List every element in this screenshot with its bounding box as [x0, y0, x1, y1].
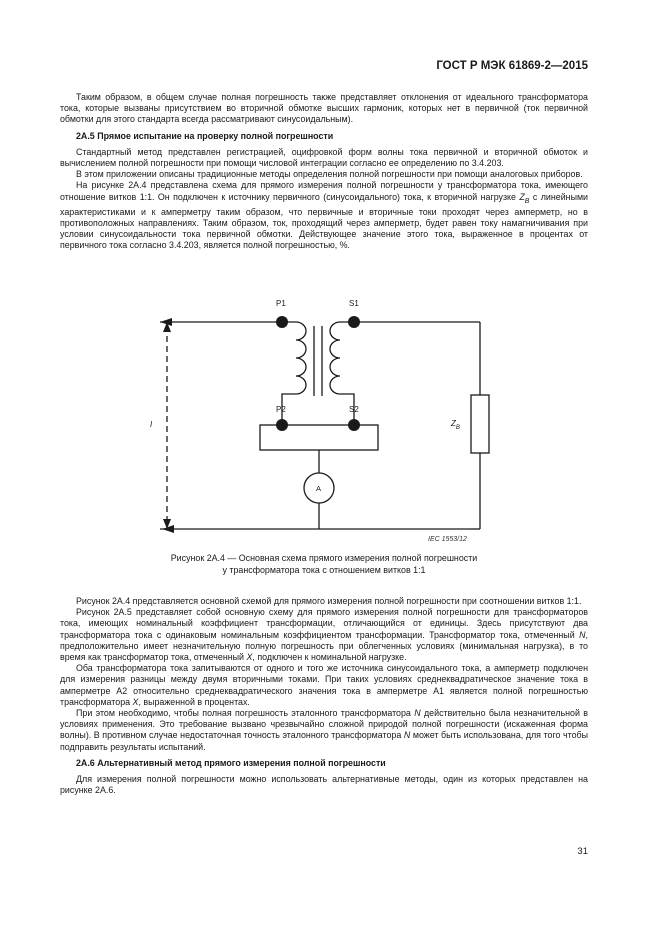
terminal-s2: [348, 419, 360, 431]
burden-resistor: [471, 395, 489, 453]
page-number: 31: [577, 846, 588, 857]
paragraph: Рисунок 2А.4 представляется основной схемой для прямого измерения полной погрешности при соотношении витков 1:1.: [76, 596, 582, 606]
document-header: ГОСТ Р МЭК 61869-2—2015: [436, 60, 588, 72]
text-block-bottom: [60, 596, 588, 796]
section-heading-2a6: 2А.6 Альтернативный метод прямого измерения полной погрешности: [76, 757, 386, 768]
label-p1: P1: [276, 299, 286, 308]
label-s1: S1: [349, 299, 359, 308]
paragraph: Рисунок 2А.5 представляет собой основную схему для прямого измерения полной погрешности для трансформаторов тока, имеющих номинальный коэффициент трансформации, отличающийся от единицы. Здесь присутствуют два трансформатора тока с одинаковым номинальным коэффициентом трансформации. Трансформатор тока, отмеченный N, предположительно имеет незначительную полную погрешность при облегченных условиях (минимальная нагрузка), в то время как трансформатор тока, отмеченный X, подключен к номинальной нагрузке.: [60, 607, 588, 663]
paragraph: Стандартный метод представлен регистрацией, оцифровкой форм волны тока первичной и вторичной обмоток и вычислением полной погрешности при помощи числовой интеграции согласно ее определению по 3.4.203.: [60, 146, 588, 169]
figure-caption: Рисунок 2А.4 — Основная схема прямого измерения полной погрешности у трансформатора тока с отношением витков 1:1: [170, 553, 478, 575]
label-p2: P2: [276, 405, 286, 414]
text-block-top: [60, 92, 588, 251]
paragraph: При этом необходимо, чтобы полная погрешность эталонного трансформатора N действительно была незначительной в условиях применения. Это требование вызвано чрезвычайно сложной природой полной погрешности (искаженная форма волны). В противном случае недостаточная точность эталонного трансформатора N может быть использована, для того чтобы подправить результаты испытаний.: [60, 708, 588, 752]
circuit-diagram: [140, 292, 520, 544]
paragraph: Таким образом, в общем случае полная погрешность также представляет отклонения от идеального трансформатора тока, которые вызваны присутствием во вторичной обмотке высших гармоник, которых нет в первичной (ток первичной обмотки для этого стандарта всегда рассматривают синусоидальным).: [60, 92, 588, 125]
terminal-s1: [348, 316, 360, 328]
paragraph: Для измерения полной погрешности можно использовать альтернативные методы, один из которых представлен на рисунке 2А.6.: [60, 774, 588, 796]
label-current: I: [150, 420, 153, 429]
label-ammeter: A: [316, 484, 322, 493]
iec-reference: IEC 1553/12: [428, 536, 467, 543]
terminal-p1: [276, 316, 288, 328]
paragraph: На рисунке 2А.4 представлена схема для прямого измерения полной погрешности у трансформатора тока, имеющего отношение витков 1:1. Он подключен к источнику первичного (синусоидального) тока, к вторичной нагрузке $Z_B$ с линейными характеристиками и к амперметру таким образом, что первичные и вторичные токи проходят через амперметр, но в противоположных направлениях. Таким образом, ток, проходящий через амперметр, будет равен току намагничивания при условии синусоидальности тока первичной обмотки. Действующее значение этого тока, выраженное в процентах от первичного тока согласно 3.4.203, является полной погрешностью, %.: [60, 180, 589, 251]
label-s2: S2: [349, 405, 359, 414]
terminal-p2: [276, 419, 288, 431]
paragraph: В этом приложении описаны традиционные методы определения полной погрешности при помощи аналоговых приборов.: [76, 169, 583, 180]
label-zb: $Z_B$: [451, 419, 460, 431]
paragraph: Оба трансформатора тока запитываются от одного и того же источника синусоидального тока, а амперметр подключен для измерения разницы между двумя вторичными токами. При таких условиях среднеквадратическое значение тока в амперметре А2 относительно среднеквадратического значения тока в амперметре А1 является полной погрешностью трансформатора X, выраженной в процентах.: [60, 663, 588, 707]
section-heading-2a5: 2А.5 Прямое испытание на проверку полной погрешности: [76, 130, 334, 141]
